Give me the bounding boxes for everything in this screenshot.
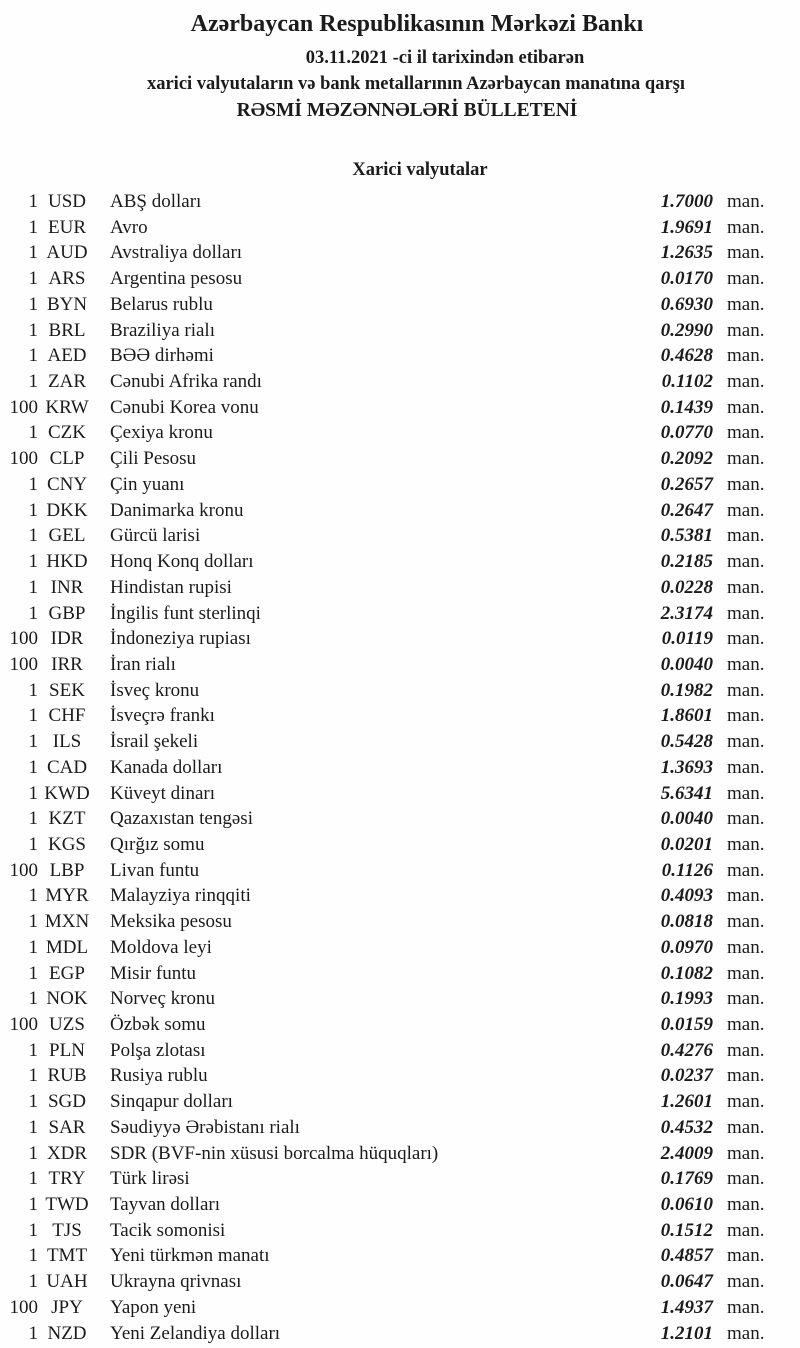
unit-cell: man.: [727, 242, 765, 264]
rate-row: [0, 395, 800, 421]
unit-cell: man.: [727, 962, 765, 984]
rate-row: [0, 266, 800, 292]
unit-cell: man.: [727, 911, 765, 933]
currency-name-cell: BƏƏ dirhəmi: [110, 345, 214, 367]
currency-name-cell: Gürcü larisi: [110, 525, 201, 547]
rate-cell: 0.1993: [660, 988, 713, 1010]
rate-cell: 1.2601: [660, 1091, 713, 1113]
currency-name-cell: Cənubi Korea vonu: [110, 396, 259, 418]
rate-row: [0, 678, 800, 704]
rate-row: [0, 1166, 800, 1192]
currency-code-cell: UZS: [49, 1014, 85, 1035]
unit-cell: man.: [727, 1014, 765, 1035]
currency-code-cell: HKD: [46, 551, 88, 573]
rate-cell: 0.5381: [660, 525, 713, 547]
page-title: Azərbaycan Respublikasının Mərkəzi Bankı: [190, 11, 644, 37]
currency-code-cell: EUR: [48, 216, 86, 238]
rate-row: [0, 986, 800, 1012]
unit-cell: man.: [727, 988, 765, 1010]
unit-cell: man.: [727, 705, 765, 727]
rate-cell: 0.1439: [660, 396, 713, 418]
rate-cell: 0.6930: [660, 293, 713, 315]
currency-name-cell: Honq Konq dolları: [110, 551, 254, 573]
rate-cell: 1.9691: [660, 216, 713, 238]
unit-cell: man.: [727, 756, 765, 778]
currency-code-cell: XDR: [46, 1142, 88, 1164]
rate-row: [0, 626, 800, 652]
rate-cell: 0.2647: [660, 499, 713, 521]
currency-code-cell: ARS: [48, 268, 86, 290]
currency-code-cell: UAH: [46, 1271, 88, 1293]
currency-name-cell: Yeni Zelandiya dolları: [110, 1322, 281, 1344]
rate-cell: 0.0647: [660, 1271, 713, 1293]
currency-name-cell: Polşa zlotası: [110, 1039, 206, 1061]
unit-cell: man.: [727, 525, 765, 547]
currency-name-cell: Küveyt dinarı: [110, 782, 216, 804]
qty-cell: 1: [28, 191, 38, 212]
rate-cell: 0.5428: [660, 731, 713, 753]
unit-cell: man.: [727, 808, 765, 830]
qty-cell: 1: [28, 833, 38, 855]
currency-code-cell: IRR: [51, 653, 83, 675]
rate-row: [0, 472, 800, 498]
unit-cell: man.: [727, 473, 765, 495]
rate-row: [0, 575, 800, 601]
unit-cell: man.: [727, 936, 765, 958]
currency-code-cell: INR: [50, 576, 84, 598]
currency-name-cell: Çexiya kronu: [110, 422, 213, 444]
rate-row: [0, 1038, 800, 1064]
unit-cell: man.: [727, 191, 765, 212]
unit-cell: man.: [727, 345, 765, 367]
unit-cell: man.: [727, 216, 765, 238]
rate-row: [0, 549, 800, 575]
currency-name-cell: İsveç kronu: [110, 679, 200, 701]
rate-row: [0, 1141, 800, 1167]
currency-name-cell: Ukrayna qrivnası: [110, 1271, 242, 1293]
qty-cell: 1: [28, 782, 38, 804]
rate-cell: 0.0970: [660, 936, 713, 958]
currency-name-cell: Argentina pesosu: [110, 268, 243, 290]
qty-cell: 1: [28, 576, 38, 598]
rate-cell: 1.3693: [660, 756, 713, 778]
currency-code-cell: TRY: [48, 1168, 86, 1190]
currency-name-cell: İngilis funt sterlinqi: [110, 602, 261, 624]
currency-name-cell: Norveç kronu: [110, 988, 215, 1010]
unit-cell: man.: [727, 396, 765, 418]
rate-cell: 1.2101: [660, 1322, 713, 1344]
unit-cell: man.: [727, 1168, 765, 1190]
currency-name-cell: Yapon yeni: [110, 1296, 197, 1318]
qty-cell: 1: [28, 473, 38, 495]
currency-code-cell: CHF: [48, 705, 86, 727]
qty-cell: 1: [28, 422, 38, 444]
unit-cell: man.: [727, 1219, 765, 1241]
currency-name-cell: Çili Pesosu: [110, 448, 197, 470]
currency-name-cell: Özbək somu: [110, 1014, 206, 1035]
rate-cell: 0.2185: [660, 551, 713, 573]
unit-cell: man.: [727, 1322, 765, 1344]
unit-cell: man.: [727, 1091, 765, 1113]
qty-cell: 100: [9, 1014, 38, 1035]
currency-code-cell: CZK: [48, 422, 86, 444]
currency-name-cell: Avstraliya dolları: [110, 242, 243, 264]
rate-row: [0, 318, 800, 344]
currency-name-cell: Meksika pesosu: [110, 911, 232, 933]
unit-cell: man.: [727, 1116, 765, 1138]
rate-row: [0, 601, 800, 627]
qty-cell: 1: [28, 551, 38, 573]
rate-cell: 0.0818: [660, 911, 713, 933]
rate-row: [0, 1295, 800, 1321]
unit-cell: man.: [727, 1039, 765, 1061]
currency-name-cell: İsrail şekeli: [110, 731, 199, 753]
qty-cell: 1: [28, 525, 38, 547]
subject-line: xarici valyutaların və bank metallarının Azərbaycan manatına qarşı: [146, 74, 686, 94]
rate-cell: 1.7000: [660, 191, 713, 212]
rate-cell: 0.0201: [660, 833, 713, 855]
currency-name-cell: Kanada dolları: [110, 756, 223, 778]
currency-name-cell: Qazaxıstan tengəsi: [110, 808, 253, 830]
section-title: Xarici valyutalar: [352, 160, 488, 180]
rate-row: [0, 883, 800, 909]
currency-name-cell: Səudiyyə Ərəbistanı rialı: [110, 1116, 300, 1138]
currency-code-cell: MDL: [45, 936, 89, 958]
currency-code-cell: LBP: [49, 859, 85, 881]
qty-cell: 1: [28, 1142, 38, 1164]
rate-row: [0, 343, 800, 369]
currency-code-cell: NZD: [47, 1322, 87, 1344]
currency-code-cell: MXN: [44, 911, 90, 933]
rate-row: [0, 1012, 800, 1038]
currency-code-cell: KZT: [48, 808, 86, 830]
qty-cell: 1: [28, 1194, 38, 1216]
currency-code-cell: ZAR: [48, 371, 86, 393]
currency-code-cell: PLN: [49, 1039, 85, 1061]
currency-code-cell: MYR: [45, 885, 89, 907]
rate-cell: 0.0228: [660, 576, 713, 598]
qty-cell: 1: [28, 1322, 38, 1344]
currency-code-cell: CAD: [46, 756, 88, 778]
rate-cell: 5.6341: [660, 782, 713, 804]
rate-cell: 0.1126: [661, 859, 713, 881]
currency-name-cell: İndoneziya rupiası: [110, 628, 251, 650]
qty-cell: 1: [28, 371, 38, 393]
rate-cell: 0.2092: [660, 448, 713, 470]
rate-row: [0, 1321, 800, 1347]
unit-cell: man.: [727, 602, 765, 624]
currency-code-cell: DKK: [46, 499, 88, 521]
qty-cell: 1: [28, 988, 38, 1010]
unit-cell: man.: [727, 1142, 765, 1164]
unit-cell: man.: [727, 628, 765, 650]
currency-name-cell: Tayvan dolları: [110, 1194, 220, 1216]
unit-cell: man.: [727, 1271, 765, 1293]
rate-cell: 0.0170: [660, 268, 713, 290]
rate-cell: 0.1982: [660, 679, 713, 701]
unit-cell: man.: [727, 448, 765, 470]
currency-code-cell: CNY: [46, 473, 88, 495]
currency-name-cell: Livan funtu: [110, 859, 200, 881]
rate-cell: 0.1082: [660, 962, 713, 984]
qty-cell: 1: [28, 962, 38, 984]
rate-row: [0, 189, 800, 215]
currency-code-cell: EGP: [49, 962, 85, 984]
unit-cell: man.: [727, 319, 765, 341]
qty-cell: 1: [28, 242, 38, 264]
unit-cell: man.: [727, 1065, 765, 1087]
currency-code-cell: AED: [47, 345, 87, 367]
currency-name-cell: Yeni türkmən manatı: [110, 1245, 270, 1267]
qty-cell: 1: [28, 268, 38, 290]
currency-code-cell: NOK: [46, 988, 88, 1010]
currency-name-cell: Türk lirəsi: [110, 1168, 190, 1190]
currency-code-cell: SAR: [48, 1116, 86, 1138]
currency-code-cell: RUB: [47, 1065, 87, 1087]
rate-row: [0, 215, 800, 241]
currency-code-cell: KWD: [44, 782, 90, 804]
bulletin-heading: RƏSMİ MƏZƏNNƏLƏRİ BÜLLETENİ: [236, 100, 578, 121]
currency-code-cell: TJS: [52, 1219, 82, 1241]
rate-cell: 0.1102: [661, 371, 713, 393]
rate-cell: 0.0159: [660, 1014, 713, 1035]
unit-cell: man.: [727, 859, 765, 881]
currency-code-cell: CLP: [49, 448, 85, 470]
rate-cell: 2.4009: [660, 1142, 713, 1164]
currency-code-cell: SEK: [49, 679, 85, 701]
rate-cell: 0.0040: [660, 808, 713, 830]
rate-cell: 0.0610: [660, 1194, 713, 1216]
unit-cell: man.: [727, 293, 765, 315]
currency-name-cell: İran rialı: [110, 653, 176, 675]
rate-row: [0, 909, 800, 935]
rate-row: [0, 1063, 800, 1089]
rate-row: [0, 498, 800, 524]
rate-cell: 0.2990: [660, 319, 713, 341]
currency-name-cell: Hindistan rupisi: [110, 576, 232, 598]
rate-cell: 0.1769: [660, 1168, 713, 1190]
unit-cell: man.: [727, 731, 765, 753]
rate-cell: 0.2657: [660, 473, 713, 495]
rate-cell: 0.0770: [660, 422, 713, 444]
qty-cell: 1: [28, 679, 38, 701]
rate-cell: 0.0040: [660, 653, 713, 675]
unit-cell: man.: [727, 422, 765, 444]
currency-code-cell: IDR: [50, 628, 84, 650]
currency-code-cell: USD: [47, 191, 86, 212]
rate-cell: 0.0119: [661, 628, 713, 650]
rate-row: [0, 652, 800, 678]
qty-cell: 1: [28, 705, 38, 727]
qty-cell: 100: [9, 1296, 38, 1318]
unit-cell: man.: [727, 371, 765, 393]
qty-cell: 1: [28, 319, 38, 341]
qty-cell: 1: [28, 885, 38, 907]
currency-code-cell: SGD: [47, 1091, 86, 1113]
rate-row: [0, 523, 800, 549]
currency-code-cell: GBP: [48, 602, 86, 624]
unit-cell: man.: [727, 268, 765, 290]
qty-cell: 1: [28, 499, 38, 521]
rate-row: [0, 806, 800, 832]
rate-row: [0, 1243, 800, 1269]
qty-cell: 100: [9, 628, 38, 650]
currency-name-cell: Cənubi Afrika randı: [110, 371, 262, 393]
currency-name-cell: Avro: [110, 216, 148, 238]
rate-row: [0, 755, 800, 781]
currency-code-cell: KGS: [47, 833, 86, 855]
currency-code-cell: BYN: [46, 293, 88, 315]
rates-table: [0, 189, 800, 1346]
qty-cell: 1: [28, 808, 38, 830]
currency-name-cell: Çin yuanı: [110, 473, 185, 495]
currency-name-cell: İsveçrə frankı: [110, 705, 215, 727]
currency-name-cell: Sinqapur dolları: [110, 1091, 233, 1113]
currency-code-cell: AUD: [46, 242, 88, 264]
qty-cell: 1: [28, 602, 38, 624]
qty-cell: 1: [28, 345, 38, 367]
currency-name-cell: Malayziya rinqqiti: [110, 885, 251, 907]
rate-row: [0, 961, 800, 987]
currency-code-cell: JPY: [51, 1296, 83, 1318]
unit-cell: man.: [727, 1245, 765, 1267]
currency-name-cell: Danimarka kronu: [110, 499, 244, 521]
currency-name-cell: ABŞ dolları: [110, 191, 202, 212]
rate-cell: 0.4857: [660, 1245, 713, 1267]
rate-row: [0, 369, 800, 395]
rate-row: [0, 1192, 800, 1218]
qty-cell: 100: [9, 859, 38, 881]
currency-name-cell: Rusiya rublu: [110, 1065, 208, 1087]
currency-name-cell: Belarus rublu: [110, 293, 213, 315]
rate-cell: 0.1512: [660, 1219, 713, 1241]
rate-cell: 0.0237: [660, 1065, 713, 1087]
currency-code-cell: TWD: [45, 1194, 89, 1216]
rate-row: [0, 1218, 800, 1244]
unit-cell: man.: [727, 576, 765, 598]
rate-row: [0, 292, 800, 318]
currency-name-cell: Misir funtu: [110, 962, 197, 984]
currency-name-cell: Moldova leyi: [110, 936, 212, 958]
unit-cell: man.: [727, 653, 765, 675]
qty-cell: 1: [28, 1219, 38, 1241]
rate-row: [0, 703, 800, 729]
qty-cell: 1: [28, 756, 38, 778]
currency-code-cell: BRL: [48, 319, 86, 341]
unit-cell: man.: [727, 499, 765, 521]
unit-cell: man.: [727, 885, 765, 907]
qty-cell: 100: [9, 448, 38, 470]
currency-name-cell: Braziliya rialı: [110, 319, 215, 341]
unit-cell: man.: [727, 833, 765, 855]
rate-cell: 0.4093: [660, 885, 713, 907]
rate-cell: 1.4937: [660, 1296, 713, 1318]
rate-row: [0, 832, 800, 858]
currency-name-cell: SDR (BVF-nin xüsusi borcalma hüquqları): [110, 1142, 439, 1164]
currency-code-cell: GEL: [48, 525, 86, 547]
rate-row: [0, 420, 800, 446]
rate-row: [0, 1115, 800, 1141]
qty-cell: 1: [28, 911, 38, 933]
rate-row: [0, 446, 800, 472]
rate-cell: 2.3174: [660, 602, 713, 624]
qty-cell: 1: [28, 216, 38, 238]
rate-row: [0, 240, 800, 266]
qty-cell: 1: [28, 293, 38, 315]
rate-cell: 0.4276: [660, 1039, 713, 1061]
rate-row: [0, 781, 800, 807]
currency-code-cell: KRW: [45, 396, 89, 418]
qty-cell: 1: [28, 1245, 38, 1267]
currency-name-cell: Qırğız somu: [110, 833, 205, 855]
unit-cell: man.: [727, 551, 765, 573]
rate-cell: 0.4532: [660, 1116, 713, 1138]
rate-cell: 1.8601: [660, 705, 713, 727]
rate-cell: 0.4628: [660, 345, 713, 367]
effective-date-line: 03.11.2021 -ci il tarixindən etibarən: [305, 48, 585, 68]
qty-cell: 1: [28, 731, 38, 753]
unit-cell: man.: [727, 1194, 765, 1216]
rate-row: [0, 1089, 800, 1115]
rate-row: [0, 858, 800, 884]
unit-cell: man.: [727, 1296, 765, 1318]
rate-row: [0, 729, 800, 755]
qty-cell: 100: [9, 396, 38, 418]
currency-name-cell: Tacik somonisi: [110, 1219, 226, 1241]
qty-cell: 1: [28, 1091, 38, 1113]
currency-code-cell: TMT: [46, 1245, 88, 1267]
rate-row: [0, 1269, 800, 1295]
rate-cell: 1.2635: [660, 242, 713, 264]
rate-row: [0, 935, 800, 961]
qty-cell: 1: [28, 1039, 38, 1061]
currency-code-cell: ILS: [52, 731, 82, 753]
qty-cell: 1: [28, 936, 38, 958]
qty-cell: 100: [9, 653, 38, 675]
unit-cell: man.: [727, 782, 765, 804]
qty-cell: 1: [28, 1168, 38, 1190]
unit-cell: man.: [727, 679, 765, 701]
qty-cell: 1: [28, 1116, 38, 1138]
qty-cell: 1: [28, 1065, 38, 1087]
qty-cell: 1: [28, 1271, 38, 1293]
